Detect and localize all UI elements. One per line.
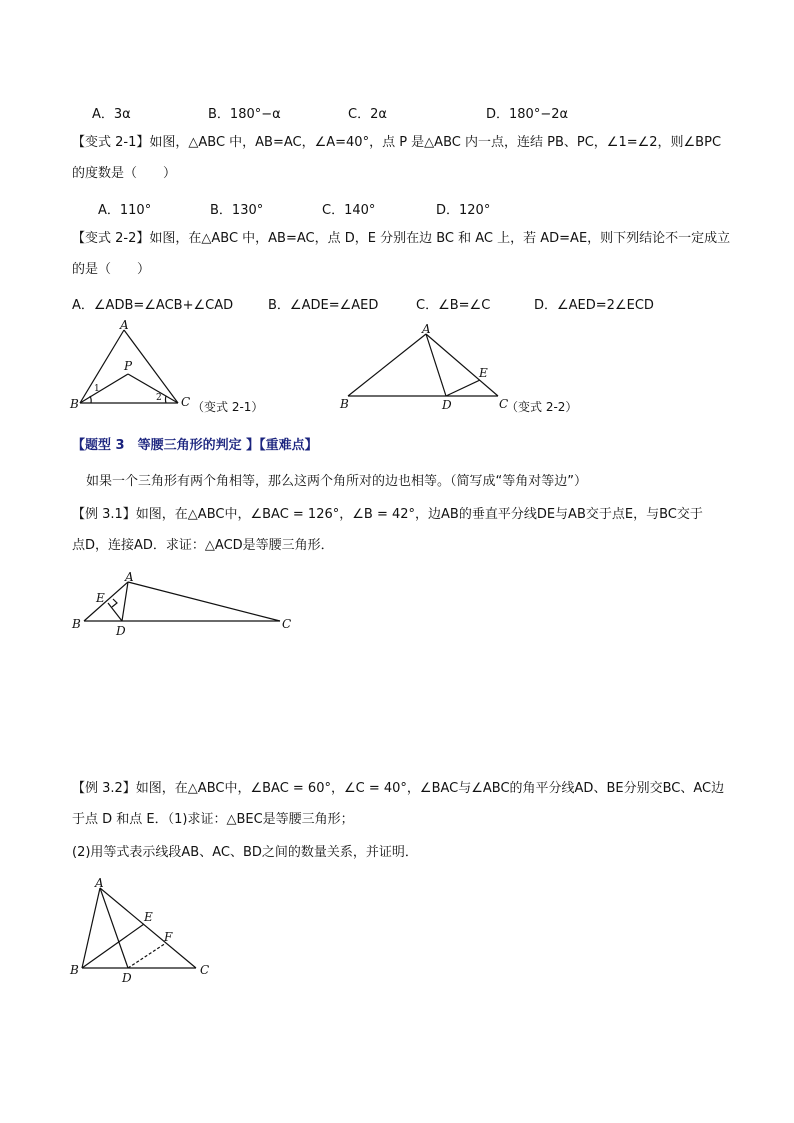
option-c: C．2α (348, 107, 387, 122)
label-c: C (200, 963, 210, 977)
variant-2-2-option-c: C．∠B=∠C (416, 298, 491, 313)
example-3-2-line1: 【例 3.2】如图，在△ABC中，∠BAC = 60°，∠C = 40°，∠BAC与∠ABC的角平分线AD、BE分别交BC、AC边 (72, 781, 725, 796)
caption-variant-2-1: （变式 2-1） (192, 400, 264, 414)
variant-2-1-line2: 的度数是（ ） (72, 166, 177, 181)
caption-variant-2-2: （变式 2-2） (506, 400, 578, 414)
label-f: F (164, 930, 173, 944)
label-angle-2: 2 (156, 393, 162, 403)
variant-2-1-option-d: D．120° (436, 203, 491, 218)
segment-de (446, 380, 480, 396)
segment-de (108, 603, 122, 621)
label-c: C (282, 617, 292, 631)
label-e: E (479, 366, 488, 380)
segment-df (128, 943, 166, 968)
label-c: C (499, 397, 509, 411)
variant-2-1-line1: 【变式 2-1】如图，△ABC 中，AB=AC，∠A=40°，点 P 是△ABC 内一点，连结 PB、PC，∠1=∠2，则∠BPC (72, 135, 722, 150)
example-3-1-line1: 【例 3.1】如图，在△ABC中，∠BAC = 126°，∠B = 42°，边AB的垂直平分线DE与AB交于点E，与BC交于 (72, 507, 703, 522)
label-d: D (122, 971, 132, 985)
example-3-1-line2: 点D，连接AD．求证：△ACD是等腰三角形． (72, 538, 334, 553)
topic-3-rule: 如果一个三角形有两个角相等，那么这两个角所对的边也相等。（简写成“等角对等边”） (86, 474, 587, 489)
option-a: A．3α (92, 107, 131, 122)
figure-variant-2-1 (60, 318, 200, 418)
angle-1-arc (90, 396, 91, 403)
segment-ac (426, 334, 498, 396)
label-b: B (70, 963, 79, 977)
right-angle-mark (112, 599, 117, 607)
label-d: D (442, 398, 452, 412)
segment-ad (122, 582, 128, 621)
example-3-2-line3: (2)用等式表示线段AB、AC、BD之间的数量关系，并证明． (72, 845, 418, 860)
label-e: E (144, 910, 153, 924)
label-c: C (181, 395, 191, 409)
variant-2-2-line2: 的是（ ） (72, 262, 151, 277)
segment-ab (80, 330, 124, 403)
segment-ac (124, 330, 178, 403)
option-b: B．180°−α (208, 107, 281, 122)
label-e: E (96, 591, 105, 605)
figure-example-3-1 (66, 566, 302, 640)
segment-ab (348, 334, 426, 396)
label-a: A (125, 570, 134, 584)
figure-example-3-2 (66, 874, 226, 986)
label-b: B (72, 617, 81, 631)
label-p: P (124, 359, 133, 373)
topic-3-heading: 【题型 3 等腰三角形的判定 】【重难点】 (72, 438, 318, 453)
segment-pb (80, 374, 128, 403)
angle-2-arc (165, 396, 166, 403)
segment-ab (82, 888, 100, 968)
label-angle-1: 1 (94, 384, 100, 394)
label-b: B (340, 397, 349, 411)
segment-pc (128, 374, 178, 403)
segment-ab (84, 582, 128, 621)
variant-2-2-line1: 【变式 2-2】如图，在△ABC 中，AB=AC，点 D，E 分别在边 BC 和 AC 上，若 AD=AE，则下列结论不一定成立 (72, 231, 731, 246)
label-a: A (120, 318, 129, 332)
segment-be (82, 924, 144, 968)
label-a: A (422, 322, 431, 336)
variant-2-1-option-b: B．130° (210, 203, 264, 218)
variant-2-2-option-b: B．∠ADE=∠AED (268, 298, 379, 313)
segment-ac (128, 582, 280, 621)
variant-2-1-option-a: A．110° (98, 203, 152, 218)
label-d: D (116, 624, 126, 638)
example-3-2-line2: 于点 D 和点 E．（1)求证：△BEC是等腰三角形； (72, 812, 354, 827)
option-d: D．180°−2α (486, 107, 569, 122)
variant-2-2-option-a: A．∠ADB=∠ACB+∠CAD (72, 298, 234, 313)
label-b: B (70, 397, 79, 411)
variant-2-1-option-c: C．140° (322, 203, 376, 218)
label-a: A (95, 876, 104, 890)
variant-2-2-option-d: D．∠AED=2∠ECD (534, 298, 654, 313)
figure-variant-2-2 (334, 320, 514, 416)
